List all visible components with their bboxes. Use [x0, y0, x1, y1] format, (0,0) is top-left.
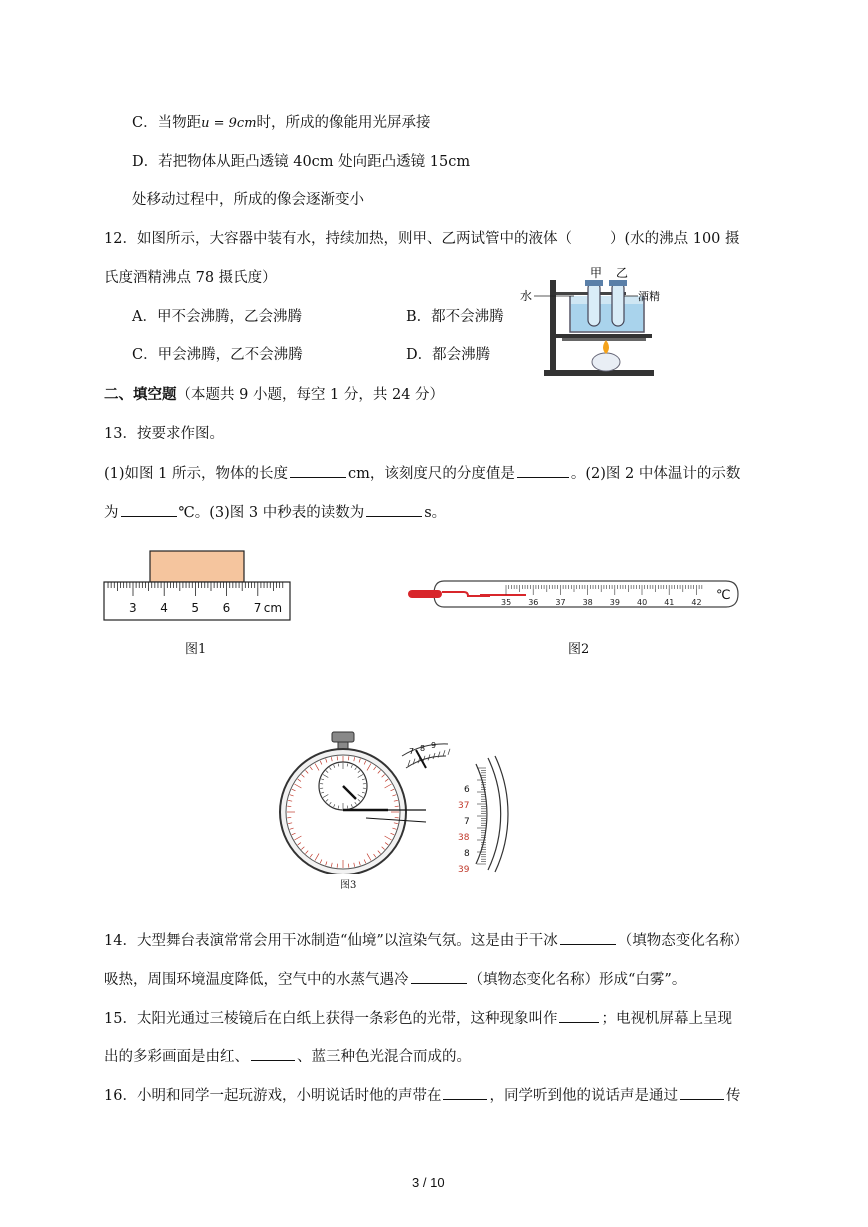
thermo-tick-label: 39	[609, 598, 620, 607]
q15-line2: 出的多彩画面是由红、 、蓝三种色光混合而成的。	[104, 1046, 471, 1067]
magnified-seconds-label: 6	[464, 785, 470, 795]
q16-line1: 16．小明和同学一起玩游戏，小明说话时他的声带在 ，同学听到他的说话声是通过 传	[104, 1085, 740, 1106]
fig1-block	[150, 551, 244, 582]
ruler-unit: cm	[263, 601, 283, 615]
q15-line1: 15．太阳光通过三棱镜后在白纸上获得一条彩色的光带，这种现象叫作 ；电视机屏幕上呈现	[104, 1008, 732, 1029]
answer-blank[interactable]	[517, 463, 569, 478]
q11-option-d-line2: 处移动过程中，所成的像会逐渐变小	[132, 192, 364, 208]
answer-blank[interactable]	[121, 502, 177, 517]
section-2-title: 二、填空题	[104, 386, 177, 403]
answer-blank[interactable]	[290, 463, 346, 478]
page-total: 10	[430, 1175, 445, 1190]
ruler-tick-label: 5	[191, 601, 200, 615]
ruler-tick-label: 3	[129, 601, 137, 615]
fig2-thermometer	[404, 578, 740, 612]
thermo-tick-label: 35	[501, 598, 512, 607]
magnified-seconds-label-red: 39	[458, 865, 470, 874]
q13-stem: 13．按要求作图。	[104, 426, 224, 442]
magnified-minutes-tick	[448, 749, 450, 755]
fig3-stopwatch	[276, 728, 510, 874]
magnified-minutes-tick	[433, 753, 435, 759]
answer-blank[interactable]	[559, 1008, 599, 1023]
thermo-tick-label: 38	[582, 598, 593, 607]
section-2-note: （本题共 9 小题，每空 1 分，共 24 分）	[176, 387, 445, 403]
page-number	[412, 1173, 445, 1193]
answer-blank[interactable]	[560, 930, 616, 945]
q12-stem-line2: 氏度酒精沸点 78 摄氏度）	[104, 270, 277, 286]
q12-label-yi: 乙	[616, 266, 629, 280]
q12-option-d: D．都会沸腾	[406, 347, 491, 363]
magnified-minutes-label: 7	[409, 747, 415, 756]
magnified-seconds-label: 8	[464, 849, 470, 859]
thermo-tick-label: 40	[637, 598, 648, 607]
thermo-tick-label: 41	[664, 598, 675, 607]
magnified-seconds-label: 7	[464, 817, 470, 827]
thermo-tick-label: 42	[691, 598, 702, 607]
q12-option-a: A．甲不会沸腾，乙会沸腾	[132, 309, 302, 325]
ruler-tick-label: 6	[222, 601, 231, 615]
answer-blank[interactable]	[443, 1085, 487, 1100]
q13-line2: 为 ℃。(3)图 3 中秒表的读数为 s。	[104, 502, 446, 523]
ruler-tick-label: 4	[160, 601, 168, 615]
magnified-minutes-label: 8	[420, 744, 426, 753]
fig2-unit: ℃	[716, 588, 731, 603]
q12-stem-line1: 12．如图所示，大容器中装有水，持续加热，则甲、乙两试管中的液体（ ）(水的沸点 100 摄	[104, 231, 740, 247]
magnified-seconds-label-red: 37	[458, 801, 470, 811]
q12-label-water: 水	[520, 289, 533, 303]
fig1-ruler	[100, 548, 296, 626]
q14-line1: 14．大型舞台表演常常会用干冰制造“仙境”以渲染气氛。这是由于干冰 （填物态变化名称）	[104, 930, 748, 951]
answer-blank[interactable]	[366, 502, 422, 517]
q14-line2: 吸热，周围环境温度降低，空气中的水蒸气遇冷 （填物态变化名称）形成“白雾”。	[104, 969, 686, 990]
fig3-caption: 图3	[340, 880, 357, 891]
thermo-tick-label: 37	[555, 598, 566, 607]
fig2-caption: 图2	[568, 642, 590, 657]
magnified-seconds-label-red: 38	[458, 833, 470, 843]
q12-boiling-figure	[518, 266, 668, 378]
answer-blank[interactable]	[680, 1085, 724, 1100]
ruler-tick-label: 7	[253, 601, 262, 615]
q11-option-c: C．当物距u = 9cm时，所成的像能用光屏承接	[132, 115, 431, 131]
q11-option-c-math: u = 9cm	[201, 116, 257, 131]
q12-label-alcohol: 酒精	[638, 290, 660, 303]
answer-blank[interactable]	[411, 969, 467, 984]
page-separator: /	[422, 1175, 427, 1190]
magnified-minutes-label: 9	[431, 741, 437, 750]
q12-option-c: C．甲会沸腾，乙不会沸腾	[132, 347, 303, 363]
thermo-tick-label: 36	[528, 598, 539, 607]
q11-option-d-line1: D．若把物体从距凸透镜 40cm 处向距凸透镜 15cm	[132, 154, 471, 170]
magnified-minutes-tick	[443, 750, 445, 756]
q12-option-b: B．都不会沸腾	[406, 309, 504, 325]
q13-line1: (1)如图 1 所示，物体的长度 cm，该刻度尺的分度值是 。(2)图 2 中体温计的示数	[104, 463, 740, 484]
fig1-caption: 图1	[185, 642, 207, 657]
page-current: 3	[412, 1175, 420, 1190]
section-2-heading	[104, 385, 444, 405]
answer-blank[interactable]	[251, 1046, 295, 1061]
q12-label-jia: 甲	[590, 266, 603, 280]
